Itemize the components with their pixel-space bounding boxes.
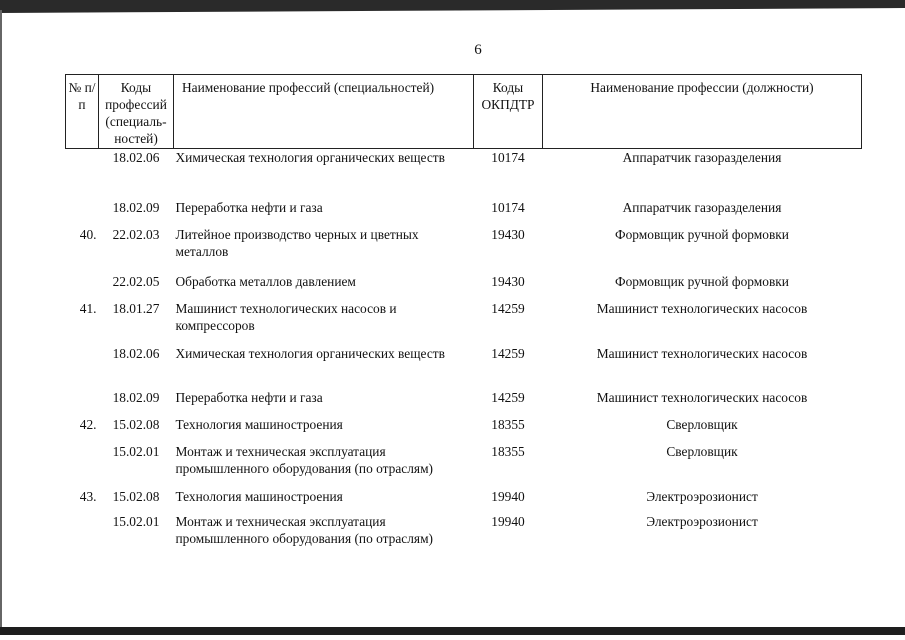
row-profession-name: Обработка металлов давлением (175, 273, 356, 289)
table-row (66, 149, 862, 199)
scan-border-top (0, 0, 905, 13)
row-code: 18.01.27 (112, 300, 160, 316)
table-header-row (66, 75, 862, 149)
table-row (66, 389, 862, 416)
row-num (66, 149, 99, 199)
row-num (66, 273, 99, 300)
table-row (66, 273, 862, 300)
row-position: Сверловщик (666, 443, 738, 459)
row-code: 18.02.09 (112, 199, 160, 215)
table-row (66, 488, 862, 513)
row-code: 22.02.03 (112, 226, 160, 242)
table-row (66, 300, 862, 345)
row-num: 40. (79, 226, 97, 242)
table-row (66, 416, 862, 443)
row-position: Сверловщик (666, 416, 738, 432)
row-okpdtr: 19430 (491, 226, 525, 242)
row-code: 22.02.05 (112, 273, 160, 289)
row-num: 42. (79, 416, 97, 432)
row-profession-name: Технология машиностроения (175, 416, 343, 432)
row-num (66, 199, 99, 226)
professions-table (65, 74, 862, 553)
row-okpdtr: 14259 (491, 389, 525, 405)
row-code: 15.02.01 (112, 443, 160, 459)
row-code: 15.02.08 (112, 488, 160, 504)
row-okpdtr: 10174 (491, 150, 525, 165)
row-position: Машинист технологических насосов (596, 300, 808, 316)
row-profession-name: Машинист технологических насосов и компрессоров (175, 300, 397, 333)
row-okpdtr: 18355 (491, 416, 525, 432)
row-num (66, 345, 99, 389)
row-num: 41. (79, 300, 97, 316)
row-okpdtr: 19940 (491, 488, 525, 504)
row-code: 15.02.01 (112, 513, 160, 529)
row-code: 15.02.08 (112, 416, 160, 432)
row-num (66, 389, 99, 416)
row-profession-name: Монтаж и техническая эксплуатация промышленного оборудования (по отраслям) (175, 443, 434, 476)
row-num: 43. (79, 488, 97, 504)
row-okpdtr: 14259 (491, 300, 525, 316)
header-okpdtr: Коды ОКПДТР (474, 75, 543, 149)
row-num (66, 513, 99, 553)
row-profession-name: Химическая технология органических веществ (175, 345, 445, 361)
row-code: 18.02.09 (112, 389, 160, 405)
header-position-name: Наименование профессии (должности) (543, 75, 862, 149)
row-position: Электроэрозионист (646, 513, 758, 529)
header-profession-name: Наименование профессий (специальностей) (174, 75, 474, 149)
table-row (66, 226, 862, 273)
row-profession-name: Технология машиностроения (175, 488, 343, 504)
scan-border-left (0, 10, 2, 635)
row-code: 18.02.06 (112, 150, 160, 165)
row-num (66, 443, 99, 488)
row-position: Формовщик ручной формовки (615, 226, 789, 242)
row-position: Машинист технологических насосов (596, 389, 808, 405)
page-number: 6 (474, 42, 482, 58)
row-position: Аппаратчик газоразделения (622, 199, 782, 215)
row-profession-name: Переработка нефти и газа (175, 389, 323, 405)
row-position: Электроэрозионист (646, 488, 758, 504)
row-profession-name: Монтаж и техническая эксплуатация промышленного оборудования (по отраслям) (175, 513, 434, 546)
row-okpdtr: 10174 (491, 199, 525, 215)
table-row (66, 199, 862, 226)
row-position: Аппаратчик газоразделения (622, 150, 782, 165)
table-row (66, 513, 862, 553)
table-row (66, 345, 862, 389)
row-okpdtr: 14259 (491, 345, 525, 361)
row-profession-name: Переработка нефти и газа (175, 199, 323, 215)
row-okpdtr: 18355 (491, 443, 525, 459)
header-num: № п/п (66, 75, 99, 149)
table-row (66, 443, 862, 488)
row-profession-name: Литейное производство черных и цветных металлов (175, 226, 419, 259)
scan-border-bottom (0, 627, 905, 635)
row-okpdtr: 19940 (491, 513, 525, 529)
header-codes: Коды профессий (специаль-ностей) (99, 75, 174, 149)
row-okpdtr: 19430 (491, 273, 525, 289)
row-position: Машинист технологических насосов (596, 345, 808, 361)
row-position: Формовщик ручной формовки (615, 273, 789, 289)
row-profession-name: Химическая технология органических веществ (175, 150, 445, 165)
row-code: 18.02.06 (112, 345, 160, 361)
